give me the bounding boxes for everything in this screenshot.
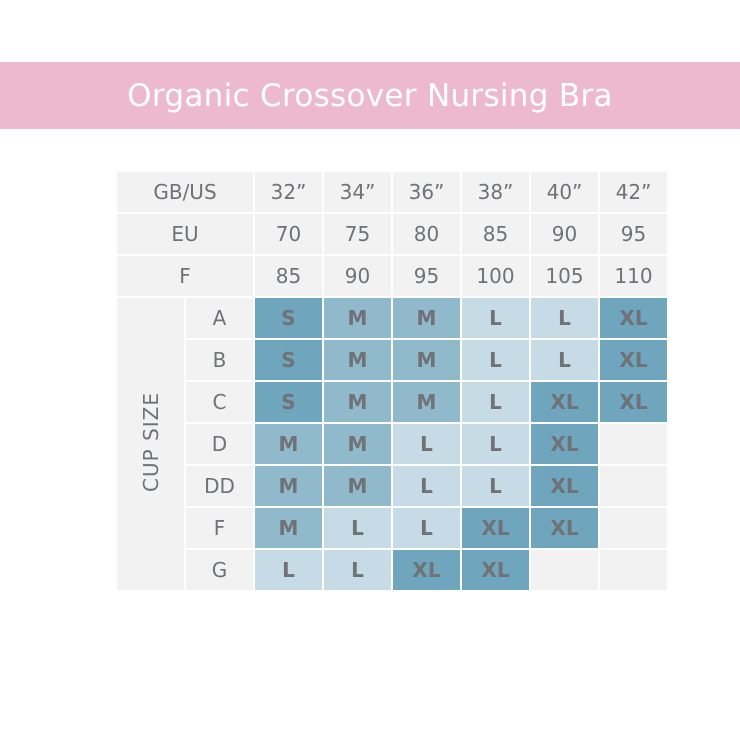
table-row-cup-A <box>117 298 667 338</box>
cell-G-0: L <box>255 550 322 590</box>
cell-DD-3: L <box>462 466 529 506</box>
table-row-cup-B <box>117 340 667 380</box>
band-gbus-0: 32” <box>255 172 322 212</box>
band-eu-1: 75 <box>324 214 391 254</box>
band-eu-5: 95 <box>600 214 667 254</box>
size-table <box>115 170 669 592</box>
cup-size-axis-label <box>117 298 184 590</box>
cup-size-axis-text: CUP SIZE <box>138 391 163 492</box>
row-label-f: F <box>117 256 253 296</box>
row-label-eu: EU <box>117 214 253 254</box>
table-row-band-gbus <box>117 172 667 212</box>
band-eu-0: 70 <box>255 214 322 254</box>
cell-A-3: L <box>462 298 529 338</box>
cell-F-4: XL <box>531 508 598 548</box>
row-label-gbus: GB/US <box>117 172 253 212</box>
cell-C-4: XL <box>531 382 598 422</box>
page-title: Organic Crossover Nursing Bra <box>127 77 613 114</box>
band-eu-3: 85 <box>462 214 529 254</box>
band-gbus-4: 40” <box>531 172 598 212</box>
cup-letter-0: A <box>186 298 253 338</box>
cell-B-4: L <box>531 340 598 380</box>
band-f-1: 90 <box>324 256 391 296</box>
cell-B-2: M <box>393 340 460 380</box>
table-row-cup-DD <box>117 466 667 506</box>
cell-F-2: L <box>393 508 460 548</box>
table-row-cup-F <box>117 508 667 548</box>
cell-DD-0: M <box>255 466 322 506</box>
band-f-0: 85 <box>255 256 322 296</box>
table-row-cup-D <box>117 424 667 464</box>
cup-letter-6: G <box>186 550 253 590</box>
band-eu-2: 80 <box>393 214 460 254</box>
cell-D-3: L <box>462 424 529 464</box>
cell-F-1: L <box>324 508 391 548</box>
cell-A-4: L <box>531 298 598 338</box>
cell-A-2: M <box>393 298 460 338</box>
cell-G-4 <box>531 550 598 590</box>
cell-A-0: S <box>255 298 322 338</box>
band-eu-4: 90 <box>531 214 598 254</box>
cell-D-0: M <box>255 424 322 464</box>
band-f-2: 95 <box>393 256 460 296</box>
cell-D-5 <box>600 424 667 464</box>
cell-G-1: L <box>324 550 391 590</box>
cell-DD-4: XL <box>531 466 598 506</box>
cell-B-3: L <box>462 340 529 380</box>
band-gbus-5: 42” <box>600 172 667 212</box>
cell-DD-5 <box>600 466 667 506</box>
cell-B-0: S <box>255 340 322 380</box>
table-row-band-f <box>117 256 667 296</box>
table-row-band-eu <box>117 214 667 254</box>
table-row-cup-C <box>117 382 667 422</box>
size-table-container <box>115 170 669 592</box>
cell-G-5 <box>600 550 667 590</box>
cup-letter-3: D <box>186 424 253 464</box>
cell-C-3: L <box>462 382 529 422</box>
band-f-3: 100 <box>462 256 529 296</box>
band-gbus-2: 36” <box>393 172 460 212</box>
cell-C-0: S <box>255 382 322 422</box>
band-gbus-1: 34” <box>324 172 391 212</box>
cell-G-3: XL <box>462 550 529 590</box>
cell-DD-1: M <box>324 466 391 506</box>
cell-B-1: M <box>324 340 391 380</box>
cell-B-5: XL <box>600 340 667 380</box>
cell-D-4: XL <box>531 424 598 464</box>
cell-D-1: M <box>324 424 391 464</box>
cup-letter-4: DD <box>186 466 253 506</box>
cell-D-2: L <box>393 424 460 464</box>
cell-A-1: M <box>324 298 391 338</box>
band-gbus-3: 38” <box>462 172 529 212</box>
cup-letter-5: F <box>186 508 253 548</box>
cell-G-2: XL <box>393 550 460 590</box>
cell-A-5: XL <box>600 298 667 338</box>
band-f-5: 110 <box>600 256 667 296</box>
table-row-cup-G <box>117 550 667 590</box>
cell-F-3: XL <box>462 508 529 548</box>
cell-C-1: M <box>324 382 391 422</box>
cell-F-0: M <box>255 508 322 548</box>
cell-F-5 <box>600 508 667 548</box>
cell-C-5: XL <box>600 382 667 422</box>
cup-letter-1: B <box>186 340 253 380</box>
cell-DD-2: L <box>393 466 460 506</box>
cell-C-2: M <box>393 382 460 422</box>
title-banner <box>0 62 740 129</box>
cup-letter-2: C <box>186 382 253 422</box>
band-f-4: 105 <box>531 256 598 296</box>
size-table-body <box>117 172 667 590</box>
